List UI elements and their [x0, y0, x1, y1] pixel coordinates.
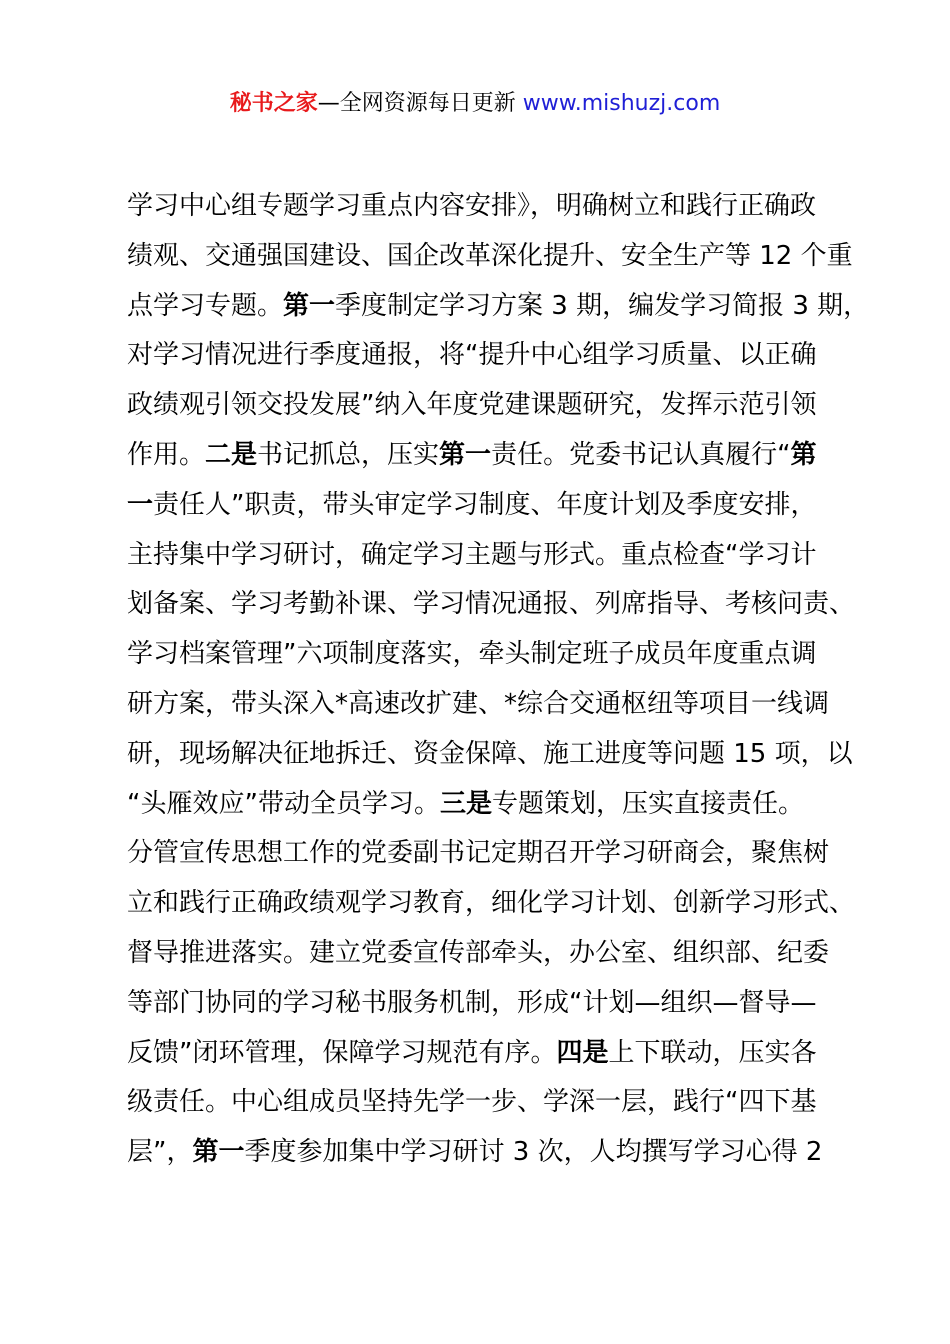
text-line	[127, 730, 853, 780]
text-segment: 对学习情况进行季度通报，将“提升中心组学习质量、以正确	[127, 340, 817, 371]
text-segment: 专题策划，压实直接责任。	[491, 788, 804, 819]
header-slogan: —全网资源每日更新	[317, 91, 523, 116]
text-line	[127, 580, 856, 630]
text-segment: “头雁效应”带动全员学习。	[127, 788, 440, 819]
document-body	[127, 182, 870, 1178]
text-segment: 反馈”闭环管理，保障学习规范有序。	[127, 1037, 557, 1068]
text-line	[127, 331, 847, 381]
text-segment: 绩观、交通强国建设、国企改革深化提升、安全生产等 12 个重	[127, 240, 853, 271]
text-line	[127, 481, 847, 531]
text-segment: 书记抓总，压实	[257, 439, 440, 470]
text-segment: 研方案，带头深入*高速改扩建、*综合交通枢纽等项目一线调	[127, 688, 830, 719]
brand-name: 秘书之家	[229, 91, 318, 116]
text-line	[127, 381, 847, 431]
text-segment: 立和践行正确政绩观学习教育，细化学习计划、创新学习形式、	[127, 888, 856, 919]
text-segment: 研，现场解决征地拆迁、资金保障、施工进度等问题 15 项，以	[127, 738, 853, 769]
text-segment: 政绩观引领交投发展”纳入年度党建课题研究，发挥示范引领	[127, 390, 817, 421]
bold-text-segment: 第	[790, 439, 817, 470]
text-line	[127, 1128, 847, 1178]
text-segment: 责任。党委书记认真履行“	[491, 439, 791, 470]
text-line	[127, 680, 847, 730]
text-segment: 责任人”职责，带头审定学习制度、年度计划及季度安排，	[153, 489, 817, 520]
text-line	[127, 780, 847, 830]
text-line	[127, 531, 847, 581]
text-segment: 学习中心组专题学习重点内容安排》，明确树立和践行正确政	[127, 191, 817, 221]
bold-text-segment: 第一	[439, 439, 492, 470]
bold-text-segment: 第一	[192, 1137, 245, 1168]
text-line	[127, 979, 847, 1029]
text-segment: 督导推进落实。建立党委宣传部牵头，办公室、组织部、纪委	[127, 937, 830, 968]
text-segment: 划备案、学习考勤补课、学习情况通报、列席指导、考核问责、	[127, 589, 856, 620]
text-segment: 层”，	[127, 1137, 193, 1168]
bold-text-segment: 第一	[283, 290, 336, 321]
text-line	[127, 630, 847, 680]
text-segment: 级责任。中心组成员坚持先学一步、学深一层，践行“四下基	[127, 1087, 817, 1118]
text-segment: 主持集中学习研讨，确定学习主题与形式。重点检查“学习计	[127, 539, 817, 570]
text-line	[127, 929, 847, 979]
text-line	[127, 879, 856, 929]
bold-text-segment: 二是	[205, 439, 258, 470]
text-line	[127, 431, 847, 481]
text-line	[127, 1029, 847, 1079]
text-segment: 上下联动，压实各	[608, 1037, 817, 1068]
bold-text-segment: 四是	[556, 1037, 609, 1068]
text-segment: 学习档案管理”六项制度落实，牵头制定班子成员年度重点调	[127, 639, 817, 670]
text-segment: 等部门协同的学习秘书服务机制，形成“计划—组织—督导—	[127, 987, 817, 1018]
bold-text-segment: 一	[127, 489, 154, 520]
text-segment: 季度制定学习方案 3 期，编发学习简报 3 期，	[335, 290, 870, 321]
website-link[interactable]: www.mishuzj.com	[522, 91, 721, 116]
text-line	[127, 232, 853, 282]
text-segment: 季度参加集中学习研讨 3 次，人均撰写学习心得 2	[244, 1137, 823, 1168]
page-header	[0, 84, 950, 124]
text-segment: 分管宣传思想工作的党委副书记定期召开学习研商会，聚焦树	[127, 838, 830, 869]
bold-text-segment: 三是	[439, 788, 492, 819]
text-line	[127, 182, 847, 232]
text-segment: 作用。	[127, 439, 206, 470]
text-line	[127, 282, 870, 332]
text-line	[127, 1078, 847, 1128]
text-line	[127, 829, 847, 879]
text-segment: 点学习专题。	[127, 290, 284, 321]
